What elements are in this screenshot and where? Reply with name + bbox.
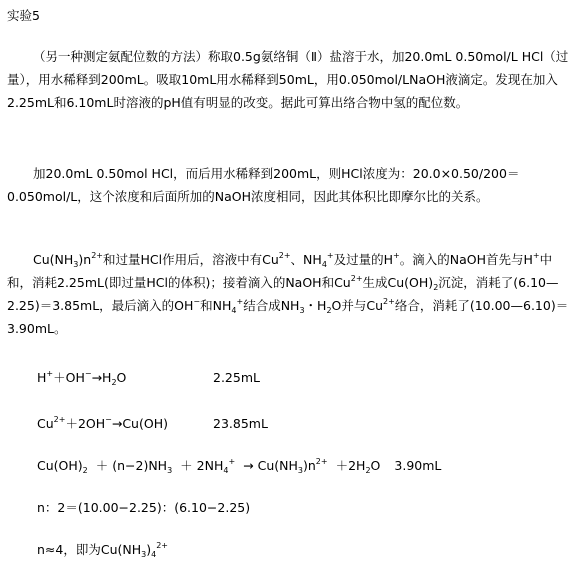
paragraph-procedure: （另一种测定氨配位数的方法）称取0.5g氨络铜（Ⅱ）盐溶于水，加20.0mL 0.50mol/L HCl（过量），用水稀释到200mL。吸取10mL用水稀释到50mL，用0.050mol/LNaOH液滴定。发现在加入2.25mL和6.10mL时溶液的pH值有明显的改变。据此可算出络合物中氢的配位数。 <box>7 49 569 110</box>
equation-neutralization: $H^++OH^-\to H_2O$ 2.25mL <box>37 369 260 387</box>
paragraph-concentration: 加20.0mL 0.50mol HCl，而后用水稀释到200mL，则HCl浓度为：20.0×0.50/200＝0.050mol/L，这个浓度和后面所加的NaOH浓度相同，因此其体积比即摩尔比的关系。 <box>7 166 520 204</box>
equation-volume: 2.25mL <box>213 370 260 385</box>
equation-volume: 3.90mL <box>394 458 442 473</box>
equation-result: n≈4，即为$Cu(NH_3)_4^{2+}$ <box>37 541 169 559</box>
section-title: 实验5 <box>7 8 40 23</box>
equation-precipitation: $Cu^{2+}+2OH^-\to Cu(OH)$ 23.85mL <box>37 414 168 434</box>
equation-volume: 23.85mL <box>213 416 268 431</box>
equation-complexation: $Cu(OH)_2 + (n-2)NH_3 + 2NH_4^+ \to Cu(NH_3)n^{2+} +2H_2O$ 3.90mL <box>37 457 442 475</box>
paragraph-titration-analysis: $Cu(NH_3)n^{2+}$和过量HCl作用后，溶液中有$Cu^{2+}$、$NH_4^+$及过量的H+。滴入的NaOH首先与H+中和，消耗2.25mL(即过量HCl的体积)；接着滴入的NaOH和$Cu^{2+}$生成$Cu(OH)_2$沉淀，消耗了(6.10—2.25)＝3.85mL，最后滴入的OH−和$NH_4^+$结合成$NH_3$・$H_2O$并与$Cu^{2+}$络合，消耗了(10.00—6.10)＝3.90mL。 <box>7 251 569 336</box>
equation-ratio: n：2＝(10.00−2.25)：(6.10−2.25) <box>37 500 251 515</box>
